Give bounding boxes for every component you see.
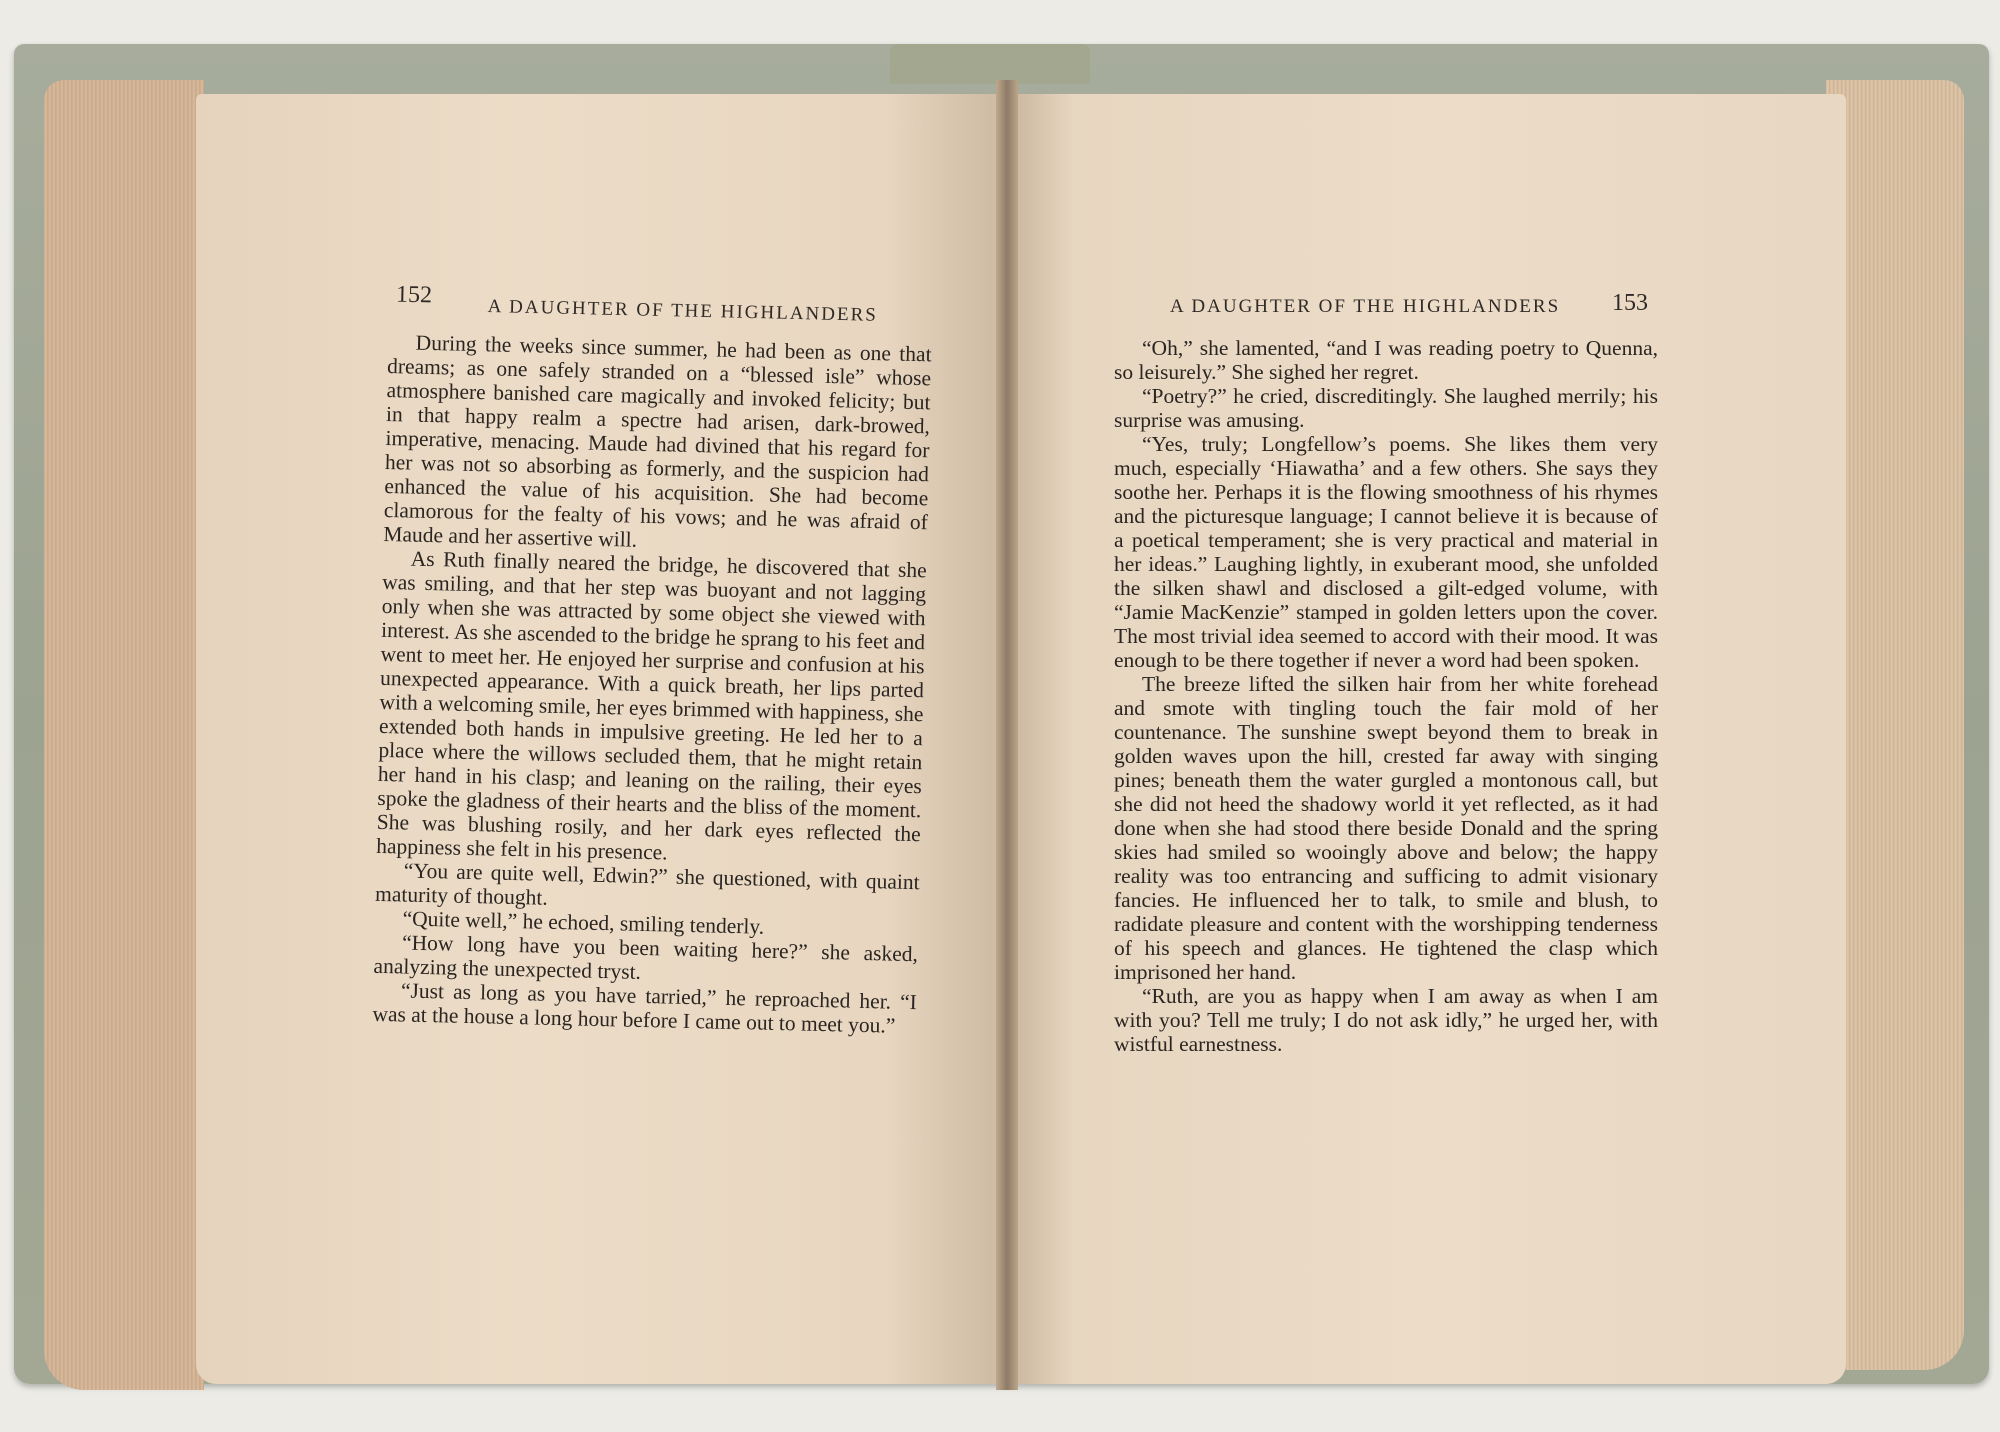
paragraph: “Just as long as you have tarried,” he reproached her. “I was at the house a long hour before I came out to meet you.” (372, 978, 918, 1038)
left-page-edges (44, 80, 204, 1390)
paragraph: “You are quite well, Edwin?” she questioned, with quaint maturity of thought. (374, 858, 920, 910)
right-page-text (1114, 336, 1658, 1056)
paragraph: “Ruth, are you as happy when I am away as when I am with you? Tell me truly; I do not ask idly,” he urged her, with wistful earnestness. (1114, 984, 1658, 1056)
paragraph: The breeze lifted the silken hair from her white forehead and smote with tingling touch the fair mold of her countenance. The sunshine swept beyond them to break in golden waves upon the hill, crested far away with singing pines; beneath them the water gurgled a montonous call, but she did not heed the shadowy world it yet reflected, as it had done when she had stood there beside Donald and the spring skies had smiled so wooingly above and below; the happy reality was too entrancing and sufficing to admit visionary fancies. He influenced her to talk, to smile and blush, to radidate pleasure and content with the worshipping tenderness of his speech and glances. He tightened the clasp which imprisoned her hand. (1114, 672, 1658, 984)
paragraph: “Poetry?” he cried, discreditingly. She laughed merrily; his surprise was amusing. (1114, 384, 1658, 432)
paragraph: As Ruth finally neared the bridge, he discovered that she was smiling, and that her step was buoyant and not lagging only when she was attracted by some object she viewed with interest. As she ascended to the bridge he sprang to his feet and went to meet her. He enjoyed her surprise and confusion at his unexpected appearance. With a quick breath, her lips parted with a welcoming smile, her eyes brimmed with happiness, she extended both hands in impulsive greeting. He led her to a place where the willows secluded them, that he might retain her hand in his clasp; and leaning on the railing, their eyes spoke the gladness of their hearts and the bliss of the moment. She was blushing rosily, and her dark eyes reflected the happiness she felt in his presence. (376, 546, 927, 865)
paragraph: “Yes, truly; Longfellow’s poems. She likes them very much, especially ‘Hiawatha’ and a few others. She says they soothe her. Perhaps it is the flowing smoothness of his rhymes and the picturesque language; I cannot believe it is because of a poetical temperament; she is very practical and material in her ideas.” Laughing lightly, in exuberant mood, she unfolded the silken shawl and disclosed a gilt-edged volume, with “Jamie MacKenzie” stamped in golden letters upon the cover. The most trivial idea seemed to accord with their mood. It was enough to be there together if never a word had been spoken. (1114, 432, 1658, 672)
right-page-number: 153 (1612, 290, 1648, 316)
paragraph: During the weeks since summer, he had been as one that dreams; as one safely stranded on a “blessed isle” whose atmosphere banished care magically and invoked felicity; but in that happy realm a spectre had arisen, dark-browed, imperative, menacing. Maude had divined that his regard for her was not so absorbing as formerly, and the suspicion had enhanced the value of his acquisition. She had become clamorous for the fealty of his vows; and he was afraid of Maude and her assertive will. (383, 330, 932, 552)
book-gutter (996, 80, 1018, 1390)
left-running-head: A DAUGHTER OF THE HIGHLANDERS (487, 296, 879, 326)
book-spine (890, 44, 1090, 84)
left-page-number: 152 (395, 281, 433, 309)
left-page-text (372, 330, 932, 1038)
paragraph: “Quite well,” he echoed, smiling tenderly. (402, 906, 765, 939)
right-running-head: A DAUGHTER OF THE HIGHLANDERS (1170, 296, 1561, 317)
right-page-edges (1826, 80, 1964, 1370)
paragraph: “How long have you been waiting here?” she asked, analyzing the unexpected tryst. (373, 930, 919, 984)
paragraph: “Oh,” she lamented, “and I was reading poetry to Quenna, so leisurely.” She sighed her regret. (1114, 336, 1658, 384)
